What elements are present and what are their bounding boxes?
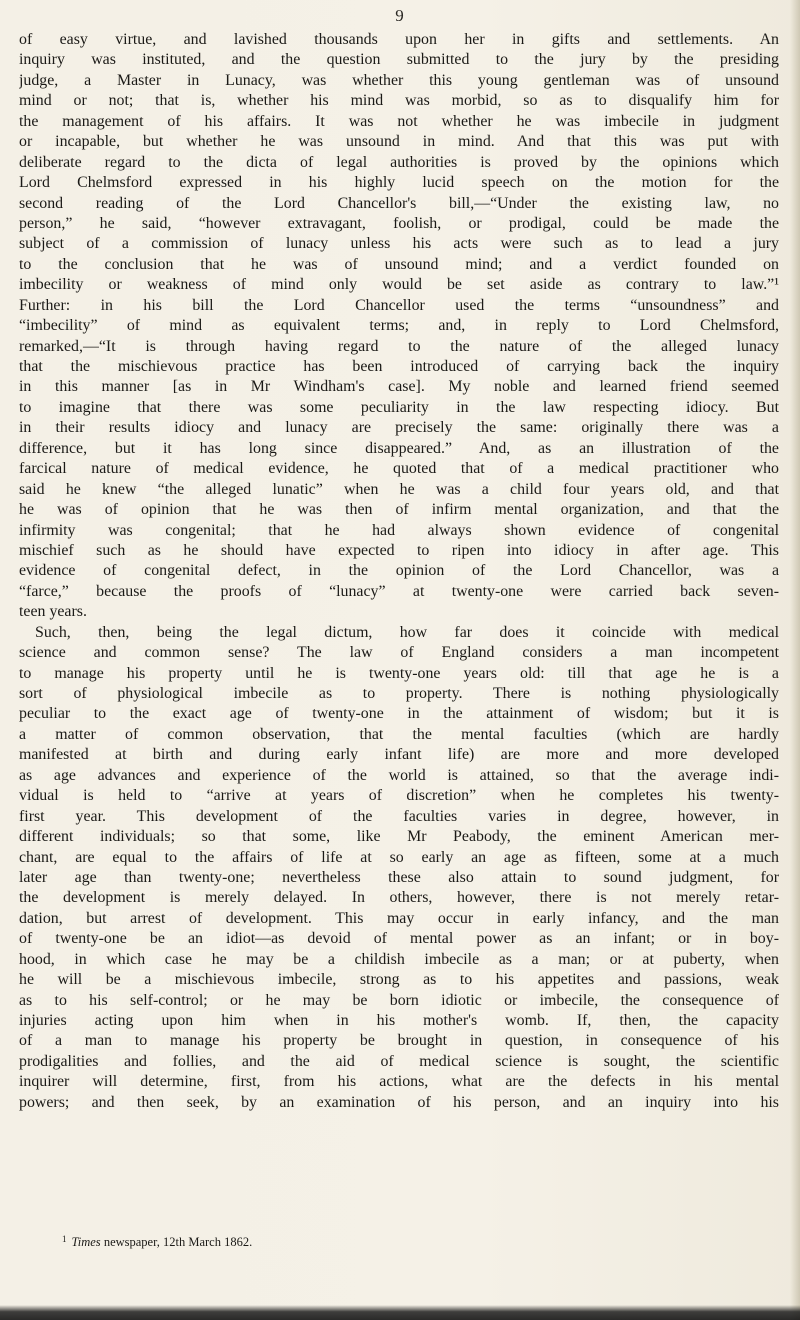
text-line: infirmity was congenital; that he had always shown evidence of congenital — [19, 521, 779, 539]
text-line: evidence of congenital defect, in the opinion of the Lord Chancellor, was a — [19, 562, 779, 580]
text-line: difference, but it has long since disappeared.” And, as an illustration of the — [19, 439, 779, 457]
text-line: teen years. — [19, 603, 87, 621]
page-number: 9 — [395, 6, 405, 25]
text-line: manifested at birth and during early infant life) are more and more developed — [19, 746, 779, 764]
text-line: to manage his property until he is twenty-one years old: till that age he is a — [19, 664, 779, 682]
text-line: injuries acting upon him when in his mother's womb. If, then, the capacity — [19, 1012, 779, 1029]
text-line: in their results idiocy and lunacy are precisely the same: originally there was a — [19, 419, 779, 437]
text-line: “farce,” because the proofs of “lunacy” at twenty-one were carried back seven- — [19, 582, 779, 600]
text-line: subject of a commission of lunacy unless his acts were such as to lead a jury — [19, 235, 779, 253]
text-line: to imagine that there was some peculiarity in the law respecting idiocy. But — [19, 398, 779, 416]
footnote-text: newspaper, 12th March 1862. — [100, 1235, 253, 1249]
text-line: judge, a Master in Lunacy, was whether this young gentleman was of unsound — [19, 71, 779, 89]
text-line: that the mischievous practice has been introduced of carrying back the inquiry — [19, 358, 779, 375]
text-line: person,” he said, “however extravagant, foolish, or prodigal, could be made the — [19, 214, 779, 232]
text-line: mischief such as he should have expected to ripen into idiocy in after age. This — [19, 541, 779, 559]
text-line: a matter of common observation, that the mental faculties (which are hardly — [19, 725, 779, 743]
text-line: sort of physiological imbecile as to property. There is nothing physiologically — [19, 685, 779, 702]
text-line: in this manner [as in Mr Windham's case]. My noble and learned friend seemed — [19, 378, 779, 396]
text-line: farcical nature of medical evidence, he quoted that of a medical practitioner who — [19, 460, 779, 478]
footnote-source: Times — [71, 1235, 101, 1249]
text-line: hood, in which case he may be a childish imbecile as a man; or at puberty, when — [19, 950, 779, 968]
text-line: Further: in his bill the Lord Chancellor used the terms “unsoundness” and — [19, 296, 779, 314]
text-line: deliberate regard to the dicta of legal authorities is proved by the opinions which — [19, 153, 779, 171]
footnote-marker: 1 — [62, 1234, 67, 1244]
text-line: different individuals; so that some, like Mr Peabody, the eminent American mer- — [19, 828, 779, 846]
text-line: the management of his affairs. It was not whether he was imbecile in judgment — [19, 112, 779, 130]
text-line: inquirer will determine, first, from his actions, what are the defects in his mental — [19, 1073, 779, 1091]
text-line: inquiry was instituted, and the question submitted to the jury by the presiding — [19, 51, 779, 69]
text-line: science and common sense? The law of England considers a man incompetent — [19, 644, 779, 662]
text-line: to the conclusion that he was of unsound mind; and a verdict founded on — [19, 255, 779, 273]
text-line: prodigalities and follies, and the aid of medical science is sought, the scientific — [19, 1052, 779, 1070]
text-line: of twenty-one be an idiot—as devoid of mental power as an infant; or in boy- — [19, 930, 779, 948]
text-line: said he knew “the alleged lunatic” when he was a child four years old, and that — [19, 480, 779, 498]
text-line: dation, but arrest of development. This may occur in early infancy, and the man — [19, 909, 779, 927]
body-text — [19, 30, 779, 1113]
text-line: imbecility or weakness of mind only would be set aside as contrary to law.”¹ — [19, 276, 779, 294]
text-line: he was of opinion that he was then of infirm mental organization, and that the — [19, 501, 779, 519]
text-line: or incapable, but whether he was unsound in mind. And that this was put with — [19, 133, 779, 151]
text-line: “imbecility” of mind as equivalent terms; and, in reply to Lord Chelmsford, — [19, 317, 779, 335]
text-line: second reading of the Lord Chancellor's bill,—“Under the existing law, no — [19, 194, 779, 212]
text-line: Lord Chelmsford expressed in his highly lucid speech on the motion for the — [19, 174, 779, 192]
text-line: later age than twenty-one; nevertheless these also attain to sound judgment, for — [19, 868, 779, 886]
footnote — [62, 1231, 252, 1250]
text-line: as to his self-control; or he may be born idiotic or imbecile, the consequence of — [19, 991, 779, 1009]
text-line: of easy virtue, and lavished thousands upon her in gifts and settlements. An — [19, 31, 779, 48]
text-line: first year. This development of the faculties varies in degree, however, in — [19, 807, 779, 825]
text-line: vidual is held to “arrive at years of discretion” when he completes his twenty- — [19, 787, 779, 805]
page-bottom-shadow — [0, 1305, 800, 1320]
text-line: Such, then, being the legal dictum, how far does it coincide with medical — [35, 623, 779, 641]
text-line: he will be a mischievous imbecile, strong as to his appetites and passions, weak — [19, 971, 779, 989]
text-line: chant, are equal to the affairs of life at so early an age as fifteen, some at a much — [19, 848, 779, 866]
text-line: the development is merely delayed. In others, however, there is not merely retar- — [19, 889, 779, 907]
page-edge-shadow — [790, 0, 800, 1320]
text-line: of a man to manage his property be brought in question, in consequence of his — [19, 1032, 779, 1050]
text-line: remarked,—“It is through having regard to the nature of the alleged lunacy — [19, 337, 779, 355]
text-line: peculiar to the exact age of twenty-one in the attainment of wisdom; but it is — [19, 705, 779, 723]
text-line: mind or not; that is, whether his mind was morbid, so as to disqualify him for — [19, 92, 779, 110]
text-line: as age advances and experience of the world is attained, so that the average indi- — [19, 766, 779, 784]
text-line: powers; and then seek, by an examination of his person, and an inquiry into his — [19, 1093, 779, 1111]
